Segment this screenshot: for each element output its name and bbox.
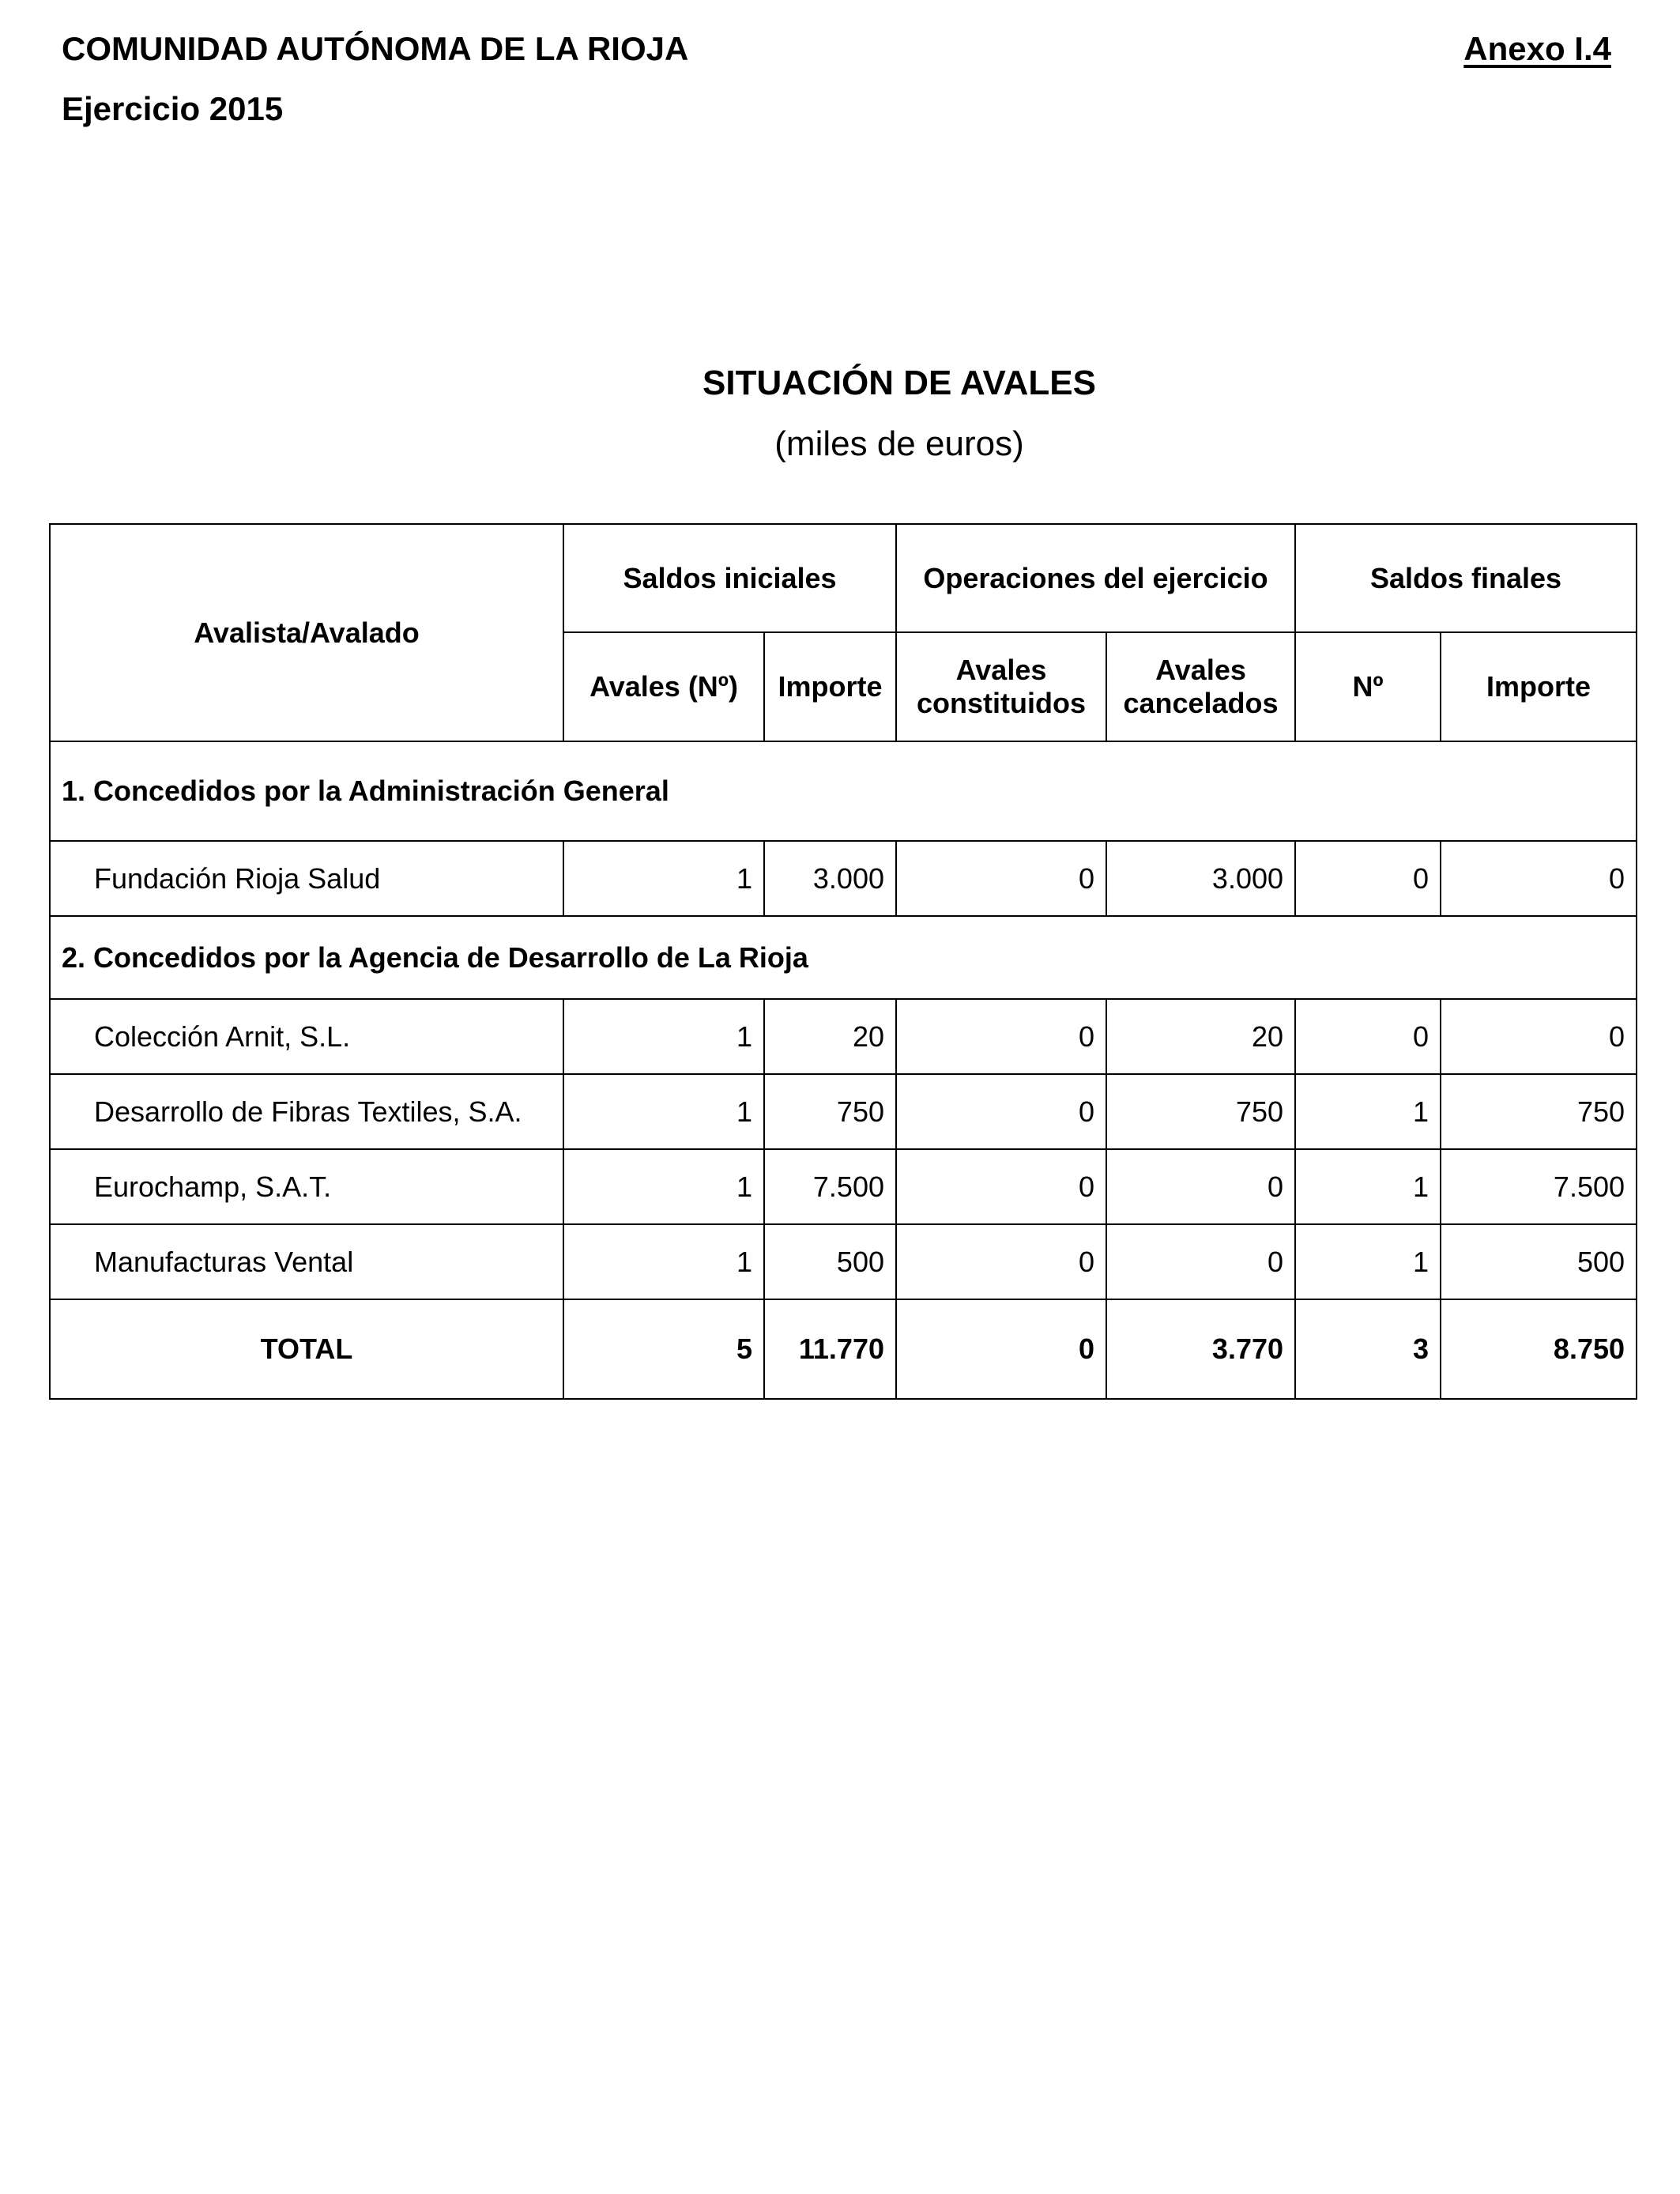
- cell-n-final: 1: [1295, 1149, 1441, 1224]
- cell-avales-n: 1: [563, 841, 764, 916]
- total-n-final: 3: [1295, 1299, 1441, 1399]
- cell-avales-n: 1: [563, 999, 764, 1074]
- row-name: Desarrollo de Fibras Textiles, S.A.: [50, 1074, 563, 1149]
- cell-avales-constituidos: 0: [896, 999, 1106, 1074]
- cell-importe-inicial: 7.500: [764, 1149, 896, 1224]
- total-importe-final: 8.750: [1441, 1299, 1637, 1399]
- cell-importe-inicial: 3.000: [764, 841, 896, 916]
- total-avales-cancelados: 3.770: [1106, 1299, 1295, 1399]
- cell-avales-cancelados: 750: [1106, 1074, 1295, 1149]
- page-subtitle: (miles de euros): [774, 424, 1024, 463]
- total-avales-constituidos: 0: [896, 1299, 1106, 1399]
- organization-name: COMUNIDAD AUTÓNOMA DE LA RIOJA: [62, 30, 689, 67]
- cell-avales-constituidos: 0: [896, 841, 1106, 916]
- cell-n-final: 0: [1295, 841, 1441, 916]
- cell-avales-n: 1: [563, 1149, 764, 1224]
- row-name: Eurochamp, S.A.T.: [50, 1149, 563, 1224]
- cell-n-final: 0: [1295, 999, 1441, 1074]
- header-saldos-iniciales: Saldos iniciales: [563, 524, 896, 632]
- subheader-importe-final: Importe: [1441, 632, 1637, 741]
- table-row: [50, 841, 1637, 916]
- cell-avales-cancelados: 20: [1106, 999, 1295, 1074]
- cell-avales-cancelados: 0: [1106, 1149, 1295, 1224]
- cell-avales-constituidos: 0: [896, 1074, 1106, 1149]
- cell-importe-inicial: 500: [764, 1224, 896, 1299]
- row-name: Manufacturas Vental: [50, 1224, 563, 1299]
- total-label: TOTAL: [50, 1299, 563, 1399]
- table-row: [50, 999, 1637, 1074]
- cell-n-final: 1: [1295, 1074, 1441, 1149]
- section-title: 1. Concedidos por la Administración General: [50, 741, 1637, 841]
- table-row: [50, 1074, 1637, 1149]
- header-operaciones: Operaciones del ejercicio: [896, 524, 1295, 632]
- cell-avales-constituidos: 0: [896, 1149, 1106, 1224]
- subheader-avales-n: Avales (Nº): [563, 632, 764, 741]
- subheader-n-final: Nº: [1295, 632, 1441, 741]
- subheader-avales-cancelados: Avales cancelados: [1106, 632, 1295, 741]
- fiscal-year: Ejercicio 2015: [62, 90, 284, 127]
- total-avales-n: 5: [563, 1299, 764, 1399]
- cell-importe-final: 7.500: [1441, 1149, 1637, 1224]
- table-row: [50, 1149, 1637, 1224]
- cell-avales-n: 1: [563, 1074, 764, 1149]
- page-title: SITUACIÓN DE AVALES: [703, 364, 1096, 402]
- document-header: [62, 25, 688, 133]
- cell-avales-constituidos: 0: [896, 1224, 1106, 1299]
- cell-importe-final: 500: [1441, 1224, 1637, 1299]
- row-name: Fundación Rioja Salud: [50, 841, 563, 916]
- cell-avales-cancelados: 3.000: [1106, 841, 1295, 916]
- total-importe-inicial: 11.770: [764, 1299, 896, 1399]
- annex-label: Anexo I.4: [1463, 30, 1611, 67]
- cell-importe-inicial: 20: [764, 999, 896, 1074]
- header-saldos-finales: Saldos finales: [1295, 524, 1637, 632]
- table-header-row-1: [50, 524, 1637, 632]
- section-title: 2. Concedidos por la Agencia de Desarrollo de La Rioja: [50, 916, 1637, 999]
- cell-importe-final: 0: [1441, 999, 1637, 1074]
- subheader-avales-constituidos: Avales constituidos: [896, 632, 1106, 741]
- cell-avales-cancelados: 0: [1106, 1224, 1295, 1299]
- cell-importe-final: 750: [1441, 1074, 1637, 1149]
- cell-importe-final: 0: [1441, 841, 1637, 916]
- total-row: [50, 1299, 1637, 1399]
- guarantees-table: [49, 523, 1637, 1400]
- section-header: [50, 916, 1637, 999]
- section-header: [50, 741, 1637, 841]
- cell-importe-inicial: 750: [764, 1074, 896, 1149]
- cell-n-final: 1: [1295, 1224, 1441, 1299]
- header-avalista: Avalista/Avalado: [50, 524, 563, 741]
- table-row: [50, 1224, 1637, 1299]
- cell-avales-n: 1: [563, 1224, 764, 1299]
- row-name: Colección Arnit, S.L.: [50, 999, 563, 1074]
- subheader-importe-inicial: Importe: [764, 632, 896, 741]
